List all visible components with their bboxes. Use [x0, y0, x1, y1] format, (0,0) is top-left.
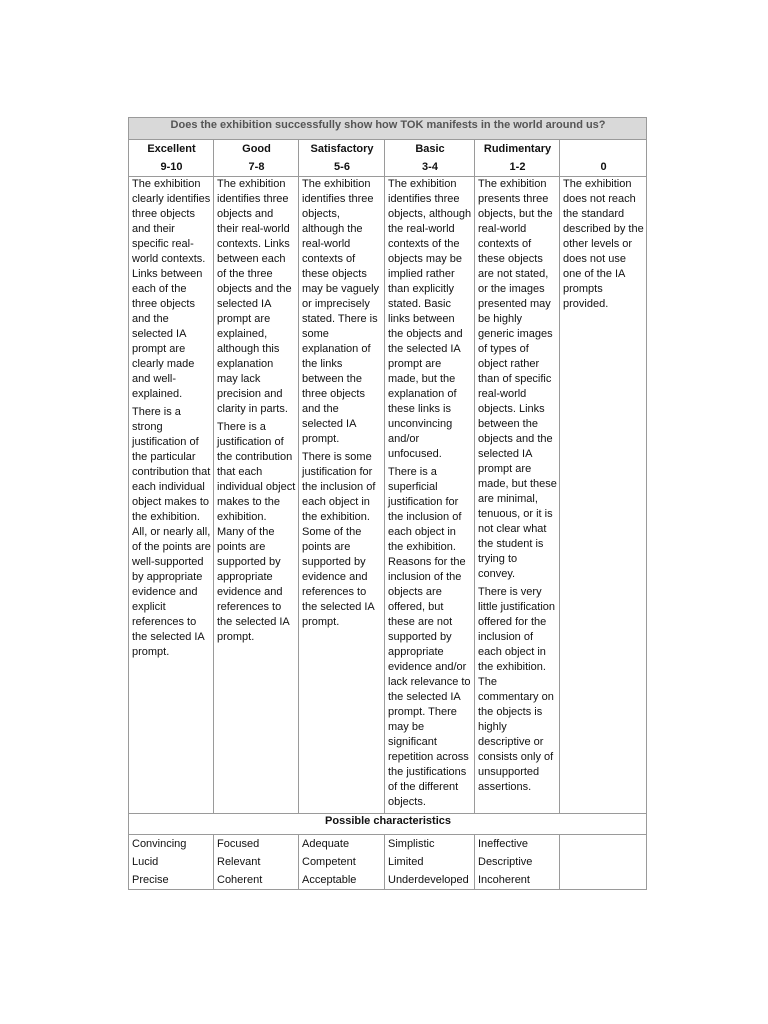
- descriptor-paragraph: The exhibition presents three objects, but the real-world contexts of these objects are not stated, or the images presented may be highly generic images of types of object rather than of specific real-world objects. Links between the objects and the selected IA prompt are made, but these are minimal, tenuous, or it is not clear what the student is trying to convey.: [478, 178, 557, 580]
- assessment-rubric-table: [128, 117, 647, 890]
- characteristic-word: Lucid: [132, 856, 159, 868]
- characteristic-word: Descriptive: [478, 856, 533, 868]
- descriptor-paragraph: There is a superficial justification for the inclusion of each object in the exhibition. Reasons for the inclusion of the objects are offered, but these are not supported by appropriate evidence and/or lack relevance to the selected IA prompt. There may be significant repetition across the justifications of the different objects.: [388, 466, 471, 808]
- level-descriptor-cell: [385, 177, 475, 814]
- level-header-cell: [560, 140, 647, 177]
- descriptor-paragraph: The exhibition clearly identifies three objects and their specific real-world contexts. Links between each of the three objects and the selected IA prompt are clearly made and well-explained.: [132, 178, 211, 400]
- characteristic-word: Incoherent: [478, 874, 530, 886]
- characteristic-word: Acceptable: [302, 874, 357, 886]
- level-descriptor-cell: [214, 177, 299, 814]
- level-label: Rudimentary: [483, 143, 552, 155]
- descriptor-paragraph: The exhibition identifies three objects and their real-world contexts. Links between each of the three objects and the selected IA prompt are explained, although this explanation may lack precision and clarity in parts.: [217, 178, 292, 415]
- rubric-question: Does the exhibition successfully show how TOK manifests in the world around us?: [129, 118, 647, 140]
- level-marks: 0: [600, 161, 607, 173]
- level-descriptor-cell: [475, 177, 560, 814]
- level-label: Good: [242, 143, 271, 155]
- level-descriptor-cell: [560, 177, 647, 814]
- descriptor-paragraph: The exhibition does not reach the standard described by the other levels or does not use one of the IA prompts provided.: [563, 178, 644, 310]
- characteristic-word: Precise: [132, 874, 169, 886]
- descriptor-paragraph: There is a strong justification of the particular contribution that each individual object makes to the exhibition. All, or nearly all, of the points are well-supported by appropriate evidence and explicit references to the selected IA prompt.: [132, 406, 211, 658]
- level-header-row: [129, 140, 647, 177]
- level-marks: 1-2: [509, 161, 526, 173]
- level-marks: 7-8: [248, 161, 265, 173]
- question-row: [129, 118, 647, 140]
- level-marks: 9-10: [160, 161, 183, 173]
- characteristic-word: Limited: [388, 856, 424, 868]
- level-descriptor-cell: [129, 177, 214, 814]
- characteristic-word: Convincing: [132, 838, 187, 850]
- level-header-cell: [475, 140, 560, 177]
- level-label: [563, 140, 644, 158]
- characteristic-word: Ineffective: [478, 838, 528, 850]
- characteristics-heading: Possible characteristics: [129, 814, 647, 835]
- characteristic-word: Adequate: [302, 838, 350, 850]
- characteristic-word: Relevant: [217, 856, 261, 868]
- level-header-cell: [214, 140, 299, 177]
- characteristic-word: Competent: [302, 856, 356, 868]
- descriptor-paragraph: There is very little justification offered for the inclusion of each object in the exhibition. The commentary on the objects is highly descriptive or consists only of unsupported assertions.: [478, 586, 556, 793]
- descriptor-paragraph: The exhibition identifies three objects, although the real-world contexts of the objects may be implied rather than explicitly stated. Basic links between the objects and the selected IA prompt are made, but the explanation of these links is unconvincing and/or unfocused.: [388, 178, 472, 460]
- characteristics-cell: [560, 835, 647, 890]
- descriptor-paragraph: The exhibition identifies three objects, although the real-world contexts of these objects may be vaguely or imprecisely stated. There is some explanation of the links between the three objects and the selected IA prompt.: [302, 178, 380, 445]
- level-label: Excellent: [147, 143, 196, 155]
- characteristics-cell: [475, 835, 560, 890]
- characteristic-word: Simplistic: [388, 838, 435, 850]
- characteristics-cell: [299, 835, 385, 890]
- characteristics-cell: [214, 835, 299, 890]
- characteristics-heading-row: [129, 814, 647, 835]
- level-marks: 5-6: [334, 161, 350, 173]
- level-descriptor-cell: [299, 177, 385, 814]
- level-marks: 3-4: [422, 161, 438, 173]
- characteristics-cell: [129, 835, 214, 890]
- level-label: Satisfactory: [310, 143, 374, 155]
- characteristic-word: Focused: [217, 838, 260, 850]
- characteristic-word: Underdeveloped: [388, 874, 469, 886]
- level-header-cell: [385, 140, 475, 177]
- level-header-cell: [129, 140, 214, 177]
- level-descriptor-row: [129, 177, 647, 814]
- descriptor-paragraph: There is some justification for the inclusion of each object in the exhibition. Some of the points are supported by evidence and references to the selected IA prompt.: [302, 451, 376, 628]
- level-label: Basic: [415, 143, 445, 155]
- level-header-cell: [299, 140, 385, 177]
- characteristics-row: [129, 835, 647, 890]
- descriptor-paragraph: There is a justification of the contribution that each individual object makes to the exhibition. Many of the points are supported by appropriate evidence and references to the selected IA prompt.: [217, 421, 296, 643]
- characteristics-cell: [385, 835, 475, 890]
- characteristic-word: Coherent: [217, 874, 263, 886]
